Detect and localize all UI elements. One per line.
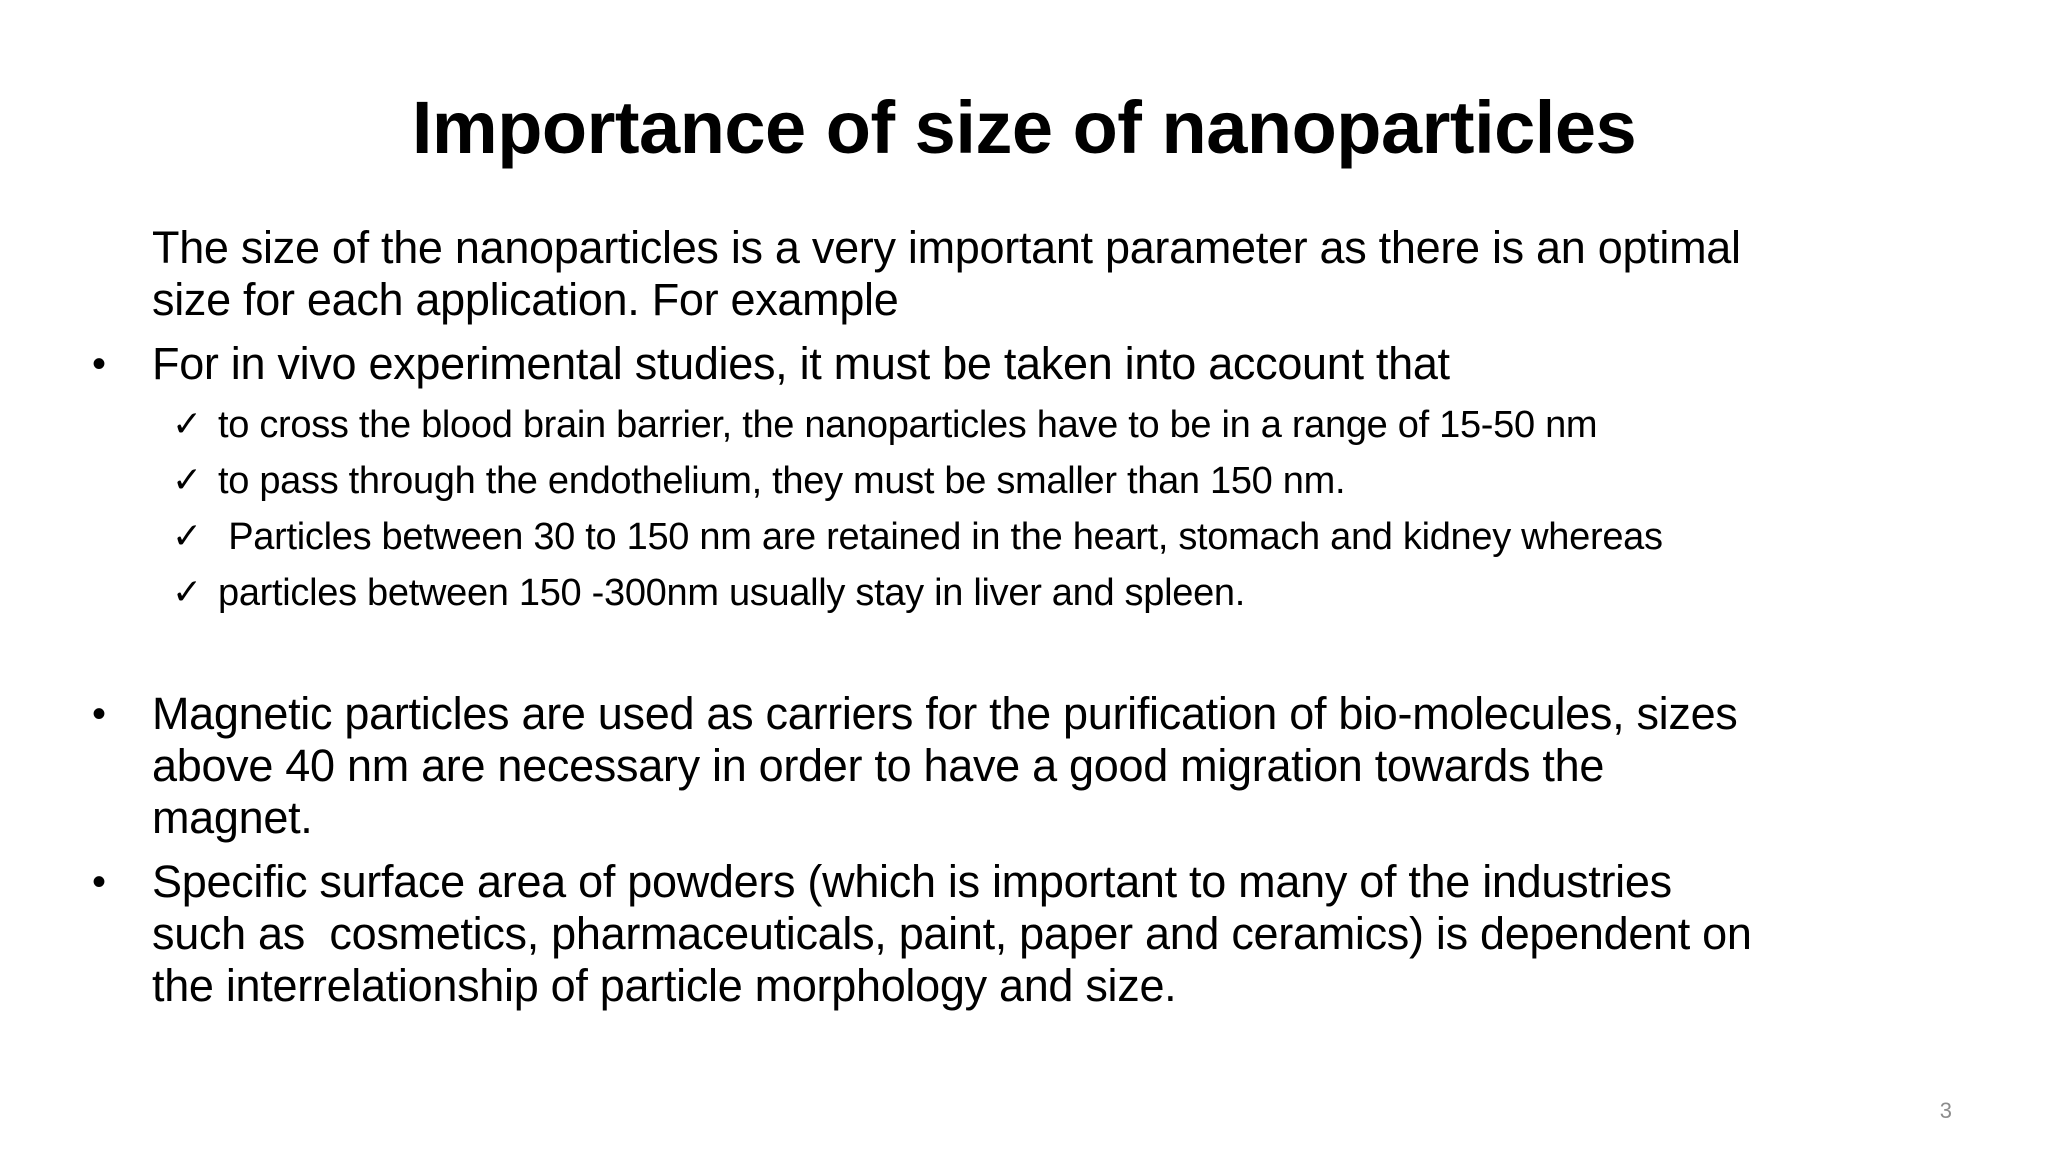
check-icon: ✓ <box>172 516 203 557</box>
bullet-2-line-2: above 40 nm are necessary in order to have a good migration towards the <box>152 740 1605 791</box>
bullet-marker-1: • <box>92 342 107 386</box>
check-icon: ✓ <box>172 460 203 501</box>
sub-item-1: to cross the blood brain barrier, the nanoparticles have to be in a range of 15-50 nm <box>218 404 1598 446</box>
bullet-2-line-3: magnet. <box>152 792 313 843</box>
bullet-3-line-1: Specific surface area of powders (which is important to many of the industries <box>152 856 1672 907</box>
intro-line-2: size for each application. For example <box>152 274 899 325</box>
check-icon: ✓ <box>172 404 203 445</box>
check-icon: ✓ <box>172 572 203 613</box>
bullet-marker-3: • <box>92 860 107 904</box>
bullet-3-line-3: the interrelationship of particle morphology and size. <box>152 960 1177 1011</box>
sub-item-2: to pass through the endothelium, they must be smaller than 150 nm. <box>218 460 1346 502</box>
bullet-marker-2: • <box>92 692 107 736</box>
sub-item-3: Particles between 30 to 150 nm are retained in the heart, stomach and kidney whereas <box>218 516 1663 558</box>
intro-line-1: The size of the nanoparticles is a very important parameter as there is an optimal <box>152 222 1741 273</box>
bullet-3-line-2: such as cosmetics, pharmaceuticals, paint, paper and ceramics) is dependent on <box>152 908 1752 959</box>
page-number: 3 <box>1939 1098 1952 1123</box>
bullet-2-line-1: Magnetic particles are used as carriers for the purification of bio-molecules, sizes <box>152 688 1738 739</box>
bullet-1-line-1: For in vivo experimental studies, it must be taken into account that <box>152 338 1450 389</box>
sub-item-4: particles between 150 -300nm usually stay in liver and spleen. <box>218 572 1245 614</box>
slide-title: Importance of size of nanoparticles <box>411 86 1637 169</box>
